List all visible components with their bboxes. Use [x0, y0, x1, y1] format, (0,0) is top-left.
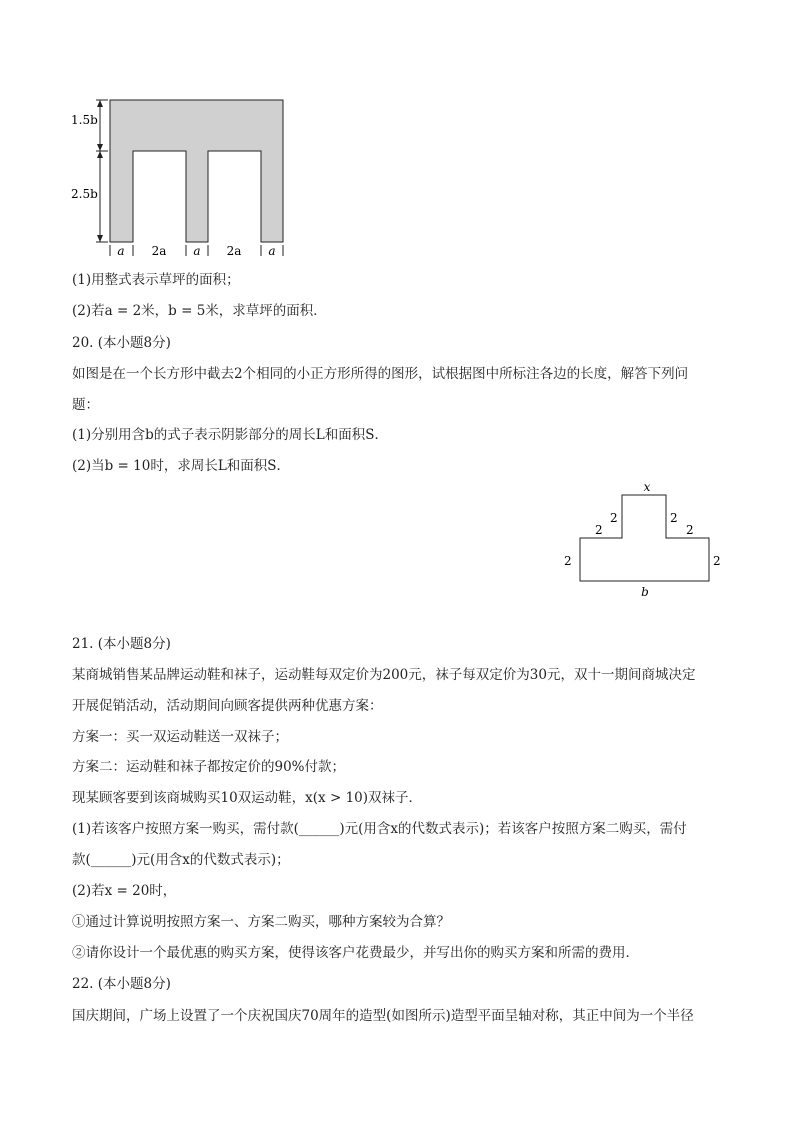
q19-part2: (2)若a = 2米，b = 5米，求草坪的面积． — [72, 303, 327, 319]
cross-shape-outline — [580, 495, 709, 581]
label-1-5b: 1.5b — [71, 113, 98, 127]
q20-part2: (2)当b = 10时，求周长L和面积S． — [72, 458, 291, 474]
cross-shape-figure — [560, 478, 730, 603]
label-step-vleft-2: 2 — [610, 511, 618, 525]
q21-plan2: 方案二：运动鞋和袜子都按定价的90%付款； — [72, 759, 346, 775]
q21-buy: 现某顾客要到该商城购买10双运动鞋，x(x > 10)双袜子． — [72, 790, 423, 806]
label-2a-1: 2a — [151, 244, 167, 258]
label-a-1: a — [117, 244, 125, 258]
label-step-hright-2: 2 — [686, 523, 694, 537]
q21-part2: (2)若x = 20时， — [72, 883, 177, 899]
label-right-2: 2 — [713, 554, 721, 568]
label-2-5b: 2.5b — [71, 187, 98, 201]
q20-stem-2: 题： — [72, 397, 99, 413]
q22-stem-1: 国庆期间，广场上设置了一个庆祝国庆70周年的造型(如图所示)造型平面呈轴对称，其正中间为一个半径 — [72, 1008, 694, 1024]
q21-part2-b: ②请你设计一个最优惠的购买方案，使得该客户花费最少，并写出你的购买方案和所需的费用． — [72, 945, 639, 961]
q21-part1-2: 款(______)元(用含x的代数式表示)； — [72, 852, 290, 868]
label-a-3: a — [268, 244, 276, 258]
label-left-2: 2 — [564, 554, 572, 568]
q21-part1-1: (1)若该客户按照方案一购买，需付款(______)元(用含x的代数式表示)；若该客户按照方案二购买，需付 — [72, 821, 687, 837]
label-2a-2: 2a — [226, 244, 242, 258]
q21-part2-a: ①通过计算说明按照方案一、方案二购买，哪种方案较为合算？ — [72, 914, 450, 930]
label-step-hleft-2: 2 — [595, 523, 603, 537]
q22-header: 22. (本小题8分) — [72, 976, 171, 992]
q21-plan1: 方案一：买一双运动鞋送一双袜子； — [72, 729, 288, 745]
q19-part1: (1)用整式表示草坪的面积； — [72, 272, 240, 288]
q21-stem-1: 某商城销售某品牌运动鞋和袜子，运动鞋每双定价为200元，袜子每双定价为30元，双十一期间商城决定 — [72, 667, 696, 683]
q20-part1: (1)分别用含b的式子表示阴影部分的周长L和面积S． — [72, 427, 388, 443]
lawn-figure — [60, 90, 300, 265]
q20-header: 20. (本小题8分) — [72, 335, 171, 351]
lawn-shaded-region — [110, 100, 283, 242]
label-a-2: a — [193, 244, 201, 258]
label-x: x — [643, 480, 651, 494]
q21-header: 21. (本小题8分) — [72, 636, 171, 652]
label-b: b — [641, 585, 649, 599]
q21-stem-2: 开展促销活动，活动期间向顾客提供两种优惠方案： — [72, 698, 383, 714]
q20-stem-1: 如图是在一个长方形中截去2个相同的小正方形所得的图形，试根据图中所标注各边的长度，解答下列问 — [72, 366, 689, 382]
label-step-vright-2: 2 — [670, 511, 678, 525]
